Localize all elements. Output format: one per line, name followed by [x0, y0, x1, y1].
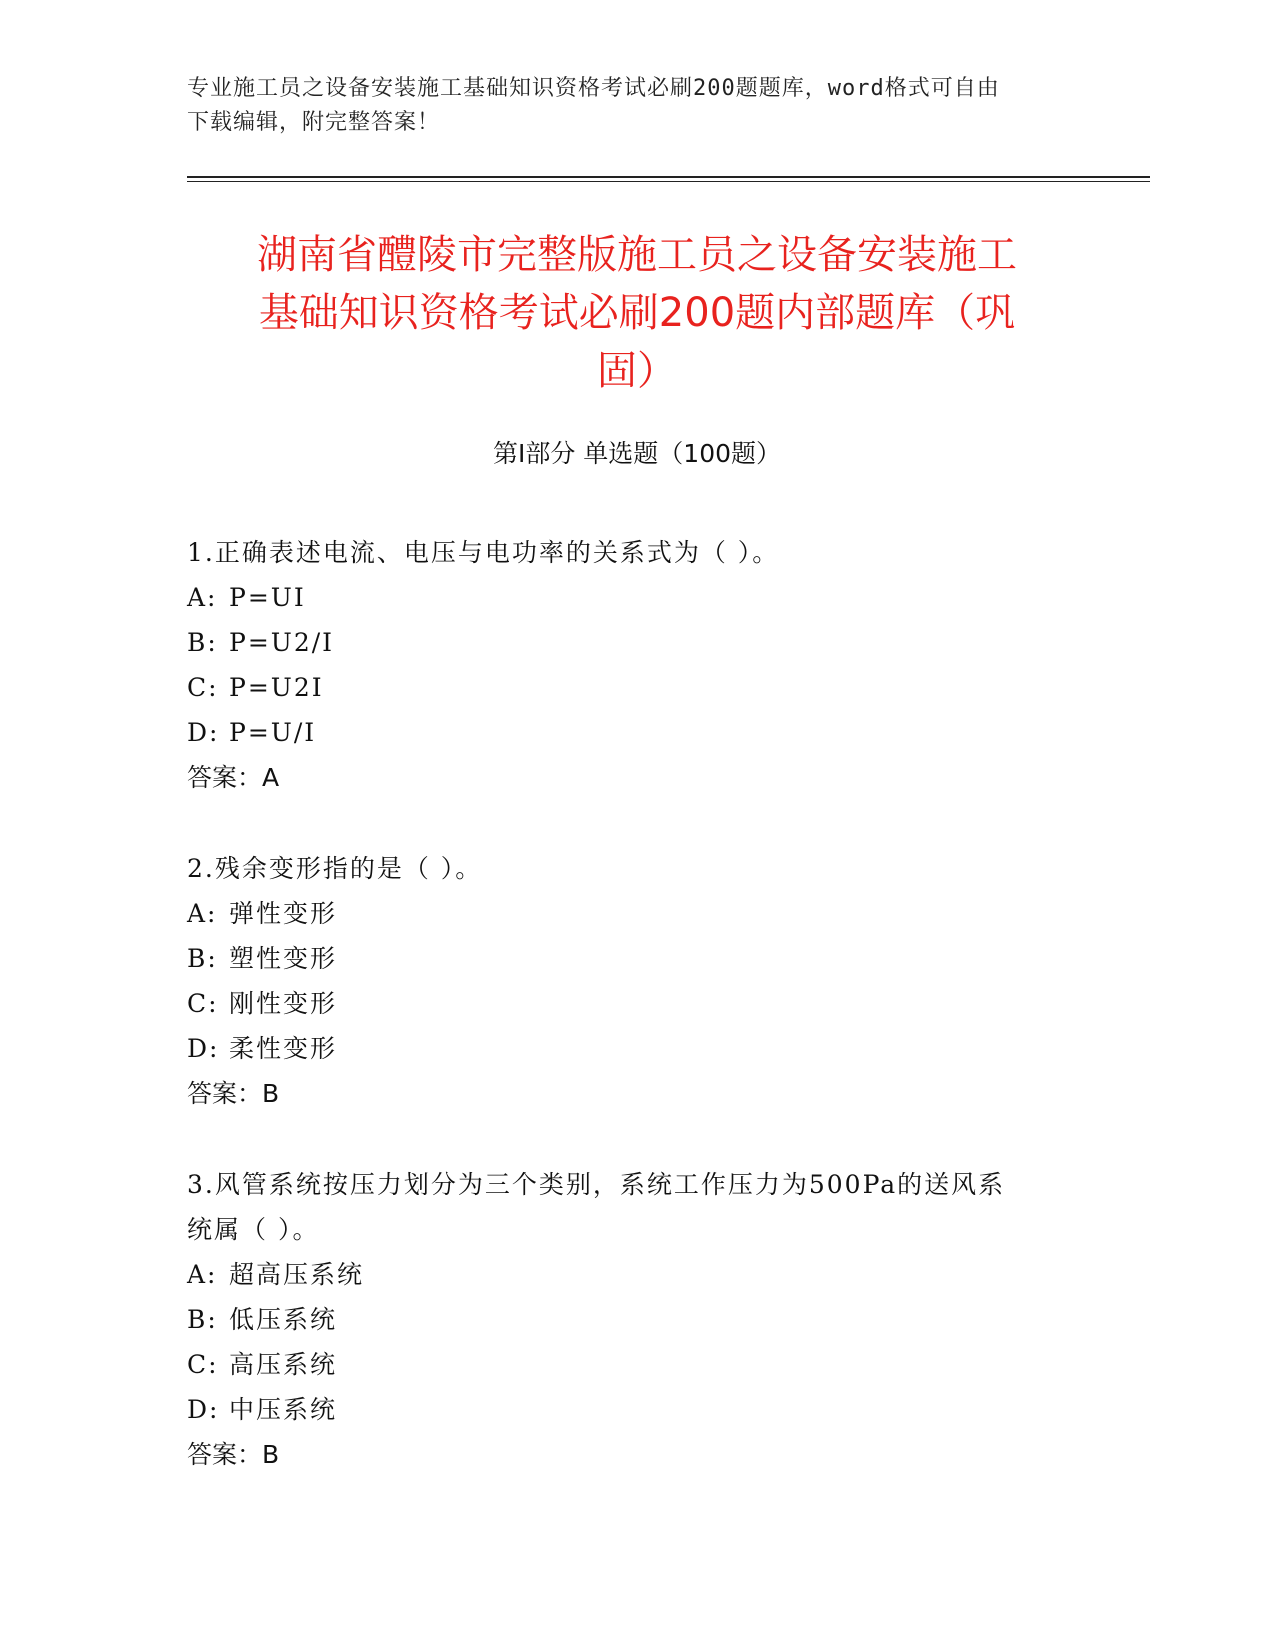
option-d: [187, 1026, 1087, 1071]
option-letter: A:: [187, 1260, 218, 1289]
option-text: 柔性变形: [229, 1034, 338, 1063]
header-divider: [187, 181, 1150, 182]
option-letter: A:: [187, 583, 218, 612]
option-text: 高压系统: [229, 1350, 338, 1379]
option-letter: D:: [187, 1034, 220, 1063]
option-text: 弹性变形: [229, 899, 338, 928]
option-letter: C:: [187, 1350, 219, 1379]
header-note: [187, 72, 1087, 140]
question-stem: 3.风管系统按压力划分为三个类别，系统工作压力为500Pa的送风系: [187, 1170, 1006, 1199]
title-line: 固）: [597, 348, 677, 394]
option-letter: C:: [187, 989, 219, 1018]
option-b: [187, 936, 1087, 981]
option-c: [187, 665, 1087, 710]
option-letter: D:: [187, 718, 220, 747]
option-letter: B:: [187, 1305, 218, 1334]
option-text: 低压系统: [229, 1305, 338, 1334]
option-letter: B:: [187, 628, 218, 657]
option-letter: D:: [187, 1395, 220, 1424]
question-stem: 统属（ ）。: [187, 1215, 320, 1244]
option-a: [187, 1252, 1087, 1297]
question-item: [187, 530, 1087, 800]
option-b: [187, 620, 1087, 665]
header-note-line: 专业施工员之设备安装施工基础知识资格考试必刷200题题库，word格式可自由: [187, 76, 1000, 101]
option-text: P=U2/I: [229, 628, 335, 657]
option-c: [187, 981, 1087, 1026]
option-text: P=UI: [229, 583, 306, 612]
answer-line: 答案：A: [187, 763, 280, 792]
title-line: 基础知识资格考试必刷200题内部题库（巩: [258, 290, 1016, 336]
question-stem: 2.残余变形指的是（ ）。: [187, 854, 483, 883]
option-a: [187, 575, 1087, 620]
question-list: [187, 530, 1087, 1523]
option-text: P=U2I: [229, 673, 324, 702]
option-letter: A:: [187, 899, 218, 928]
header-note-line: 下载编辑，附完整答案！: [187, 110, 441, 135]
option-text: 中压系统: [229, 1395, 338, 1424]
option-c: [187, 1342, 1087, 1387]
option-b: [187, 1297, 1087, 1342]
header-divider: [187, 176, 1150, 178]
question-stem: 1.正确表述电流、电压与电功率的关系式为（ ）。: [187, 538, 780, 567]
option-d: [187, 1387, 1087, 1432]
option-text: 塑性变形: [229, 944, 338, 973]
option-text: 超高压系统: [229, 1260, 365, 1289]
option-letter: B:: [187, 944, 218, 973]
question-item: [187, 1162, 1087, 1477]
title-line: 湖南省醴陵市完整版施工员之设备安装施工: [257, 232, 1017, 278]
option-d: [187, 710, 1087, 755]
section-heading: 第Ⅰ部分 单选题（100题）: [492, 439, 782, 468]
option-a: [187, 891, 1087, 936]
answer-line: 答案：B: [187, 1079, 280, 1108]
option-text: 刚性变形: [229, 989, 338, 1018]
question-item: [187, 846, 1087, 1116]
option-letter: C:: [187, 673, 219, 702]
option-text: P=U/I: [229, 718, 317, 747]
document-title: [187, 226, 1087, 400]
answer-line: 答案：B: [187, 1440, 280, 1469]
